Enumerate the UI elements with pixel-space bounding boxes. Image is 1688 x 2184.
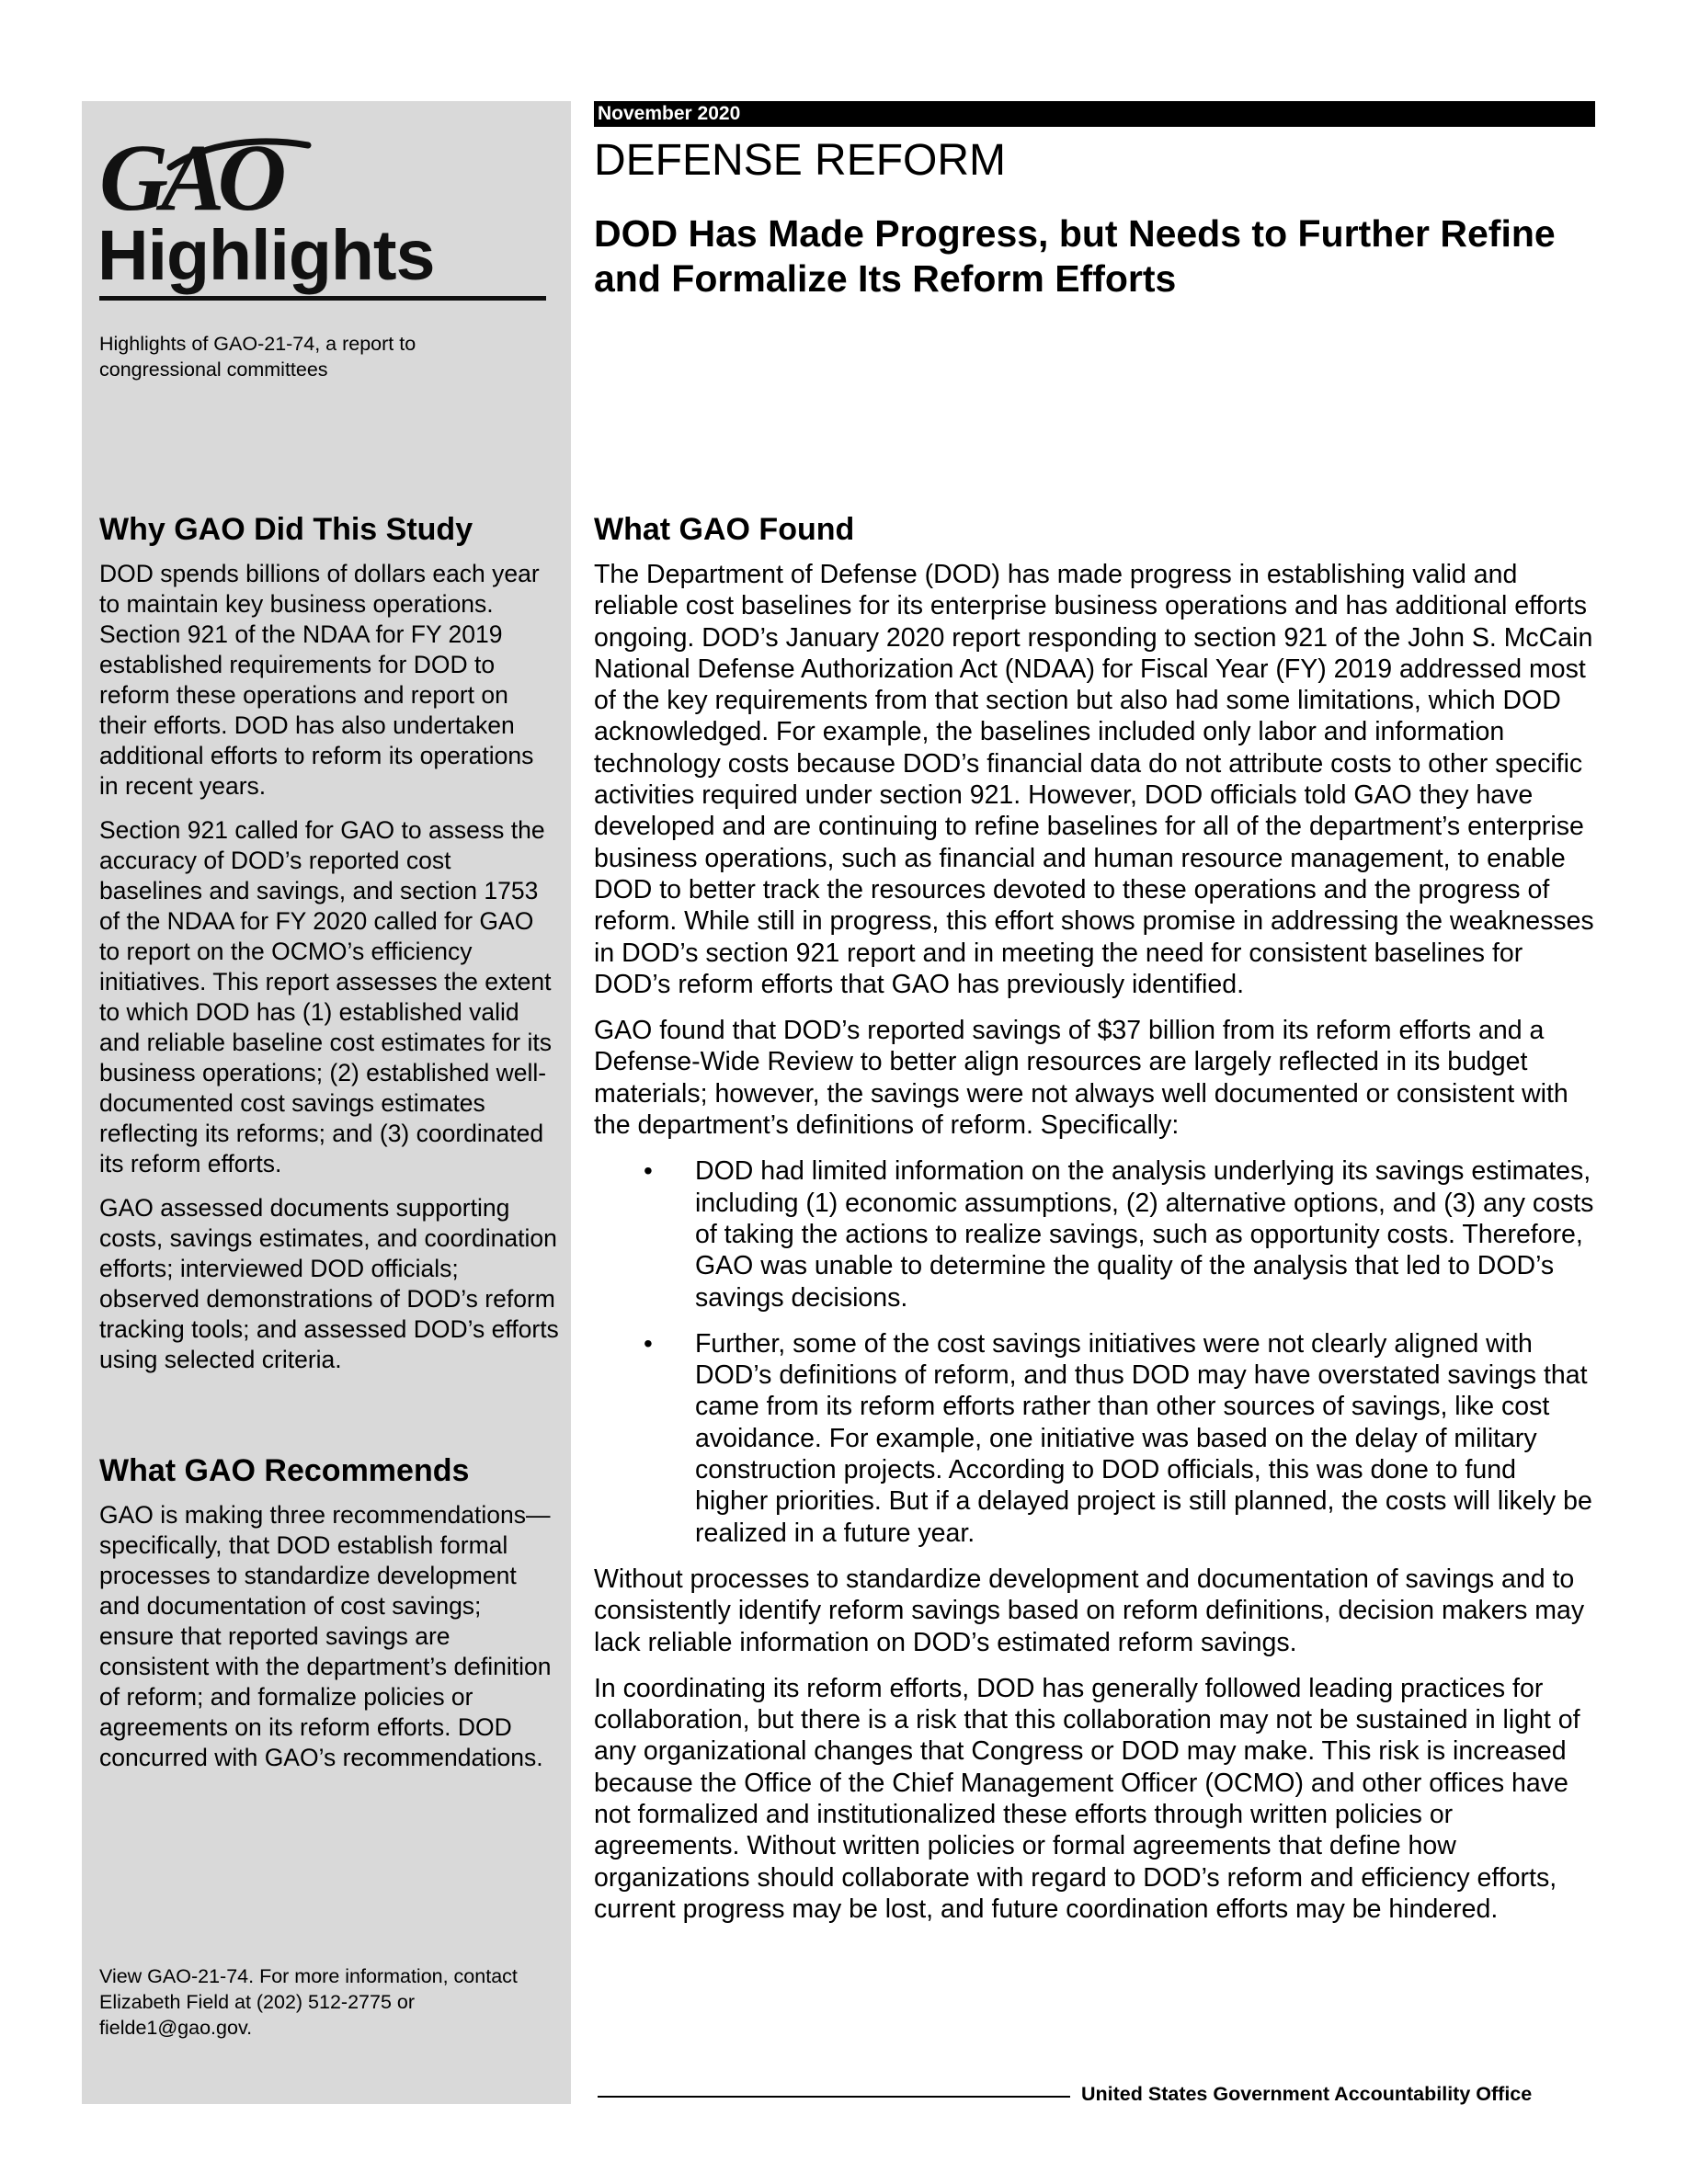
why-section xyxy=(99,511,559,1389)
contact-info: View GAO-21-74. For more information, contact Elizabeth Field at (202) 512-2775 or fielde1@gao.gov. xyxy=(99,1965,518,2039)
logo-divider xyxy=(99,296,546,301)
found-heading: What GAO Found xyxy=(594,512,855,547)
report-subtitle: Highlights of GAO-21-74, a report to congressional committees xyxy=(99,333,416,381)
bullet-text: Further, some of the cost savings initiatives were not clearly aligned with DOD’s definitions of reform, and thus DOD may have overstated savings that came from its reform efforts rather than other sources of savings, like cost avoidance. For example, one initiative was based on the delay of military construction projects. According to DOD officials, this was done to fund higher priorities. But if a delayed project is still planned, the costs will likely be realized in a future year. xyxy=(695,1328,1592,1548)
why-paragraph: DOD spends billions of dollars each year to maintain key business operations. Section 921 of the NDAA for FY 2019 established requirements for DOD to reform these operations and report on their efforts. DOD has also undertaken additional efforts to reform its operations in recent years. xyxy=(99,560,540,800)
footer-org: United States Government Accountability Office xyxy=(1081,2083,1533,2105)
found-paragraph: Without processes to standardize development and documentation of savings and to consistently identify reform savings based on reform definitions, decision makers may lack reliable information on DOD’s estimated reform savings. xyxy=(594,1564,1585,1657)
found-bullet-list xyxy=(594,1155,1594,1549)
found-paragraph: GAO found that DOD’s reported savings of $37 billion from its reform efforts and a Defense-Wide Review to better align resources are largely reflected in its budget materials; however, the savings were not always well documented or consistent with the department’s definitions of reform. Specifically: xyxy=(594,1016,1568,1141)
found-paragraph: The Department of Defense (DOD) has made progress in establishing valid and reliable cost baselines for its enterprise business operations and has additional efforts ongoing. DOD’s January 2020 report responding to section 921 of the John S. McCain National Defense Authorization Act (NDAA) for Fiscal Year (FY) 2019 addressed most of the key requirements from that section but also had some limitations, which DOD acknowledged. For example, the baselines included only labor and information technology costs because DOD’s financial data do not attribute costs to other specific activities required under section 921. However, DOD officials told GAO they have developed and are continuing to refine baselines for all of the department’s enterprise business operations, such as financial and human resource management, to enable DOD to better track the resources devoted to these operations and the progress of reform. While still in progress, this effort shows promise in addressing the weaknesses in DOD’s section 921 report and in meeting the need for consistent baselines for DOD’s reform efforts that GAO has previously identified. xyxy=(594,560,1594,999)
bullet-text: DOD had limited information on the analysis underlying its savings estimates, including (1) economic assumptions, (2) alternative options, and (3) any costs of taking the actions to realize savings, such as opportunity costs. Therefore, GAO was unable to determine the quality of the analysis that led to DOD’s savings decisions. xyxy=(695,1156,1594,1313)
footer-rule xyxy=(598,2096,1070,2098)
why-paragraph: GAO assessed documents supporting costs, savings estimates, and coordination efforts; interviewed DOD officials; observed demonstrations of DOD’s reform tracking tools; and assessed DOD’s efforts using selected criteria. xyxy=(99,1194,559,1373)
date-bar: November 2020 xyxy=(594,101,1595,127)
found-section xyxy=(594,511,1594,1939)
why-heading: Why GAO Did This Study xyxy=(99,512,473,547)
recommends-paragraph: GAO is making three recommendations—specifically, that DOD establish formal processes to standardize development and documentation of cost savings; ensure that reported savings are consistent with the department’s definition of reform; and formalize policies or agreements on its reform efforts. DOD concurred with GAO’s recommendations. xyxy=(99,1501,552,1771)
bullet-icon: • xyxy=(644,1156,653,1186)
highlights-label: Highlights xyxy=(97,216,435,295)
bullet-icon: • xyxy=(644,1328,653,1358)
recommends-section xyxy=(99,1452,559,1787)
list-item xyxy=(594,1328,1594,1549)
list-item xyxy=(594,1155,1594,1313)
found-paragraph: In coordinating its reform efforts, DOD has generally followed leading practices for collaboration, but there is a risk that this collaboration may not be sustained in light of any organizational changes that Congress or DOD may make. This risk is increased because the Office of the Chief Management Officer (OCMO) and other offices have not formalized and institutionalized these efforts through written policies or agreements. Without written policies or formal agreements that define how organizations should collaborate with regard to DOD’s reform and efficiency efforts, current progress may be lost, and future coordination efforts may be hindered. xyxy=(594,1673,1580,1924)
recommends-heading: What GAO Recommends xyxy=(99,1453,470,1488)
logo-swoosh-icon xyxy=(165,138,313,175)
gao-logo: GAO xyxy=(99,125,279,231)
report-topic: DEFENSE REFORM xyxy=(594,136,1007,185)
report-title: DOD Has Made Progress, but Needs to Further Refine and Formalize Its Reform Efforts xyxy=(594,212,1556,300)
why-paragraph: Section 921 called for GAO to assess the accuracy of DOD’s reported cost baselines and savings, and section 1753 of the NDAA for FY 2020 called for GAO to report on the OCMO’s efficiency initiatives. This report assesses the extent to which DOD has (1) established valid and reliable baseline cost estimates for its business operations; (2) established well-documented cost savings estimates reflecting its reforms; and (3) coordinated its reform efforts. xyxy=(99,816,552,1177)
